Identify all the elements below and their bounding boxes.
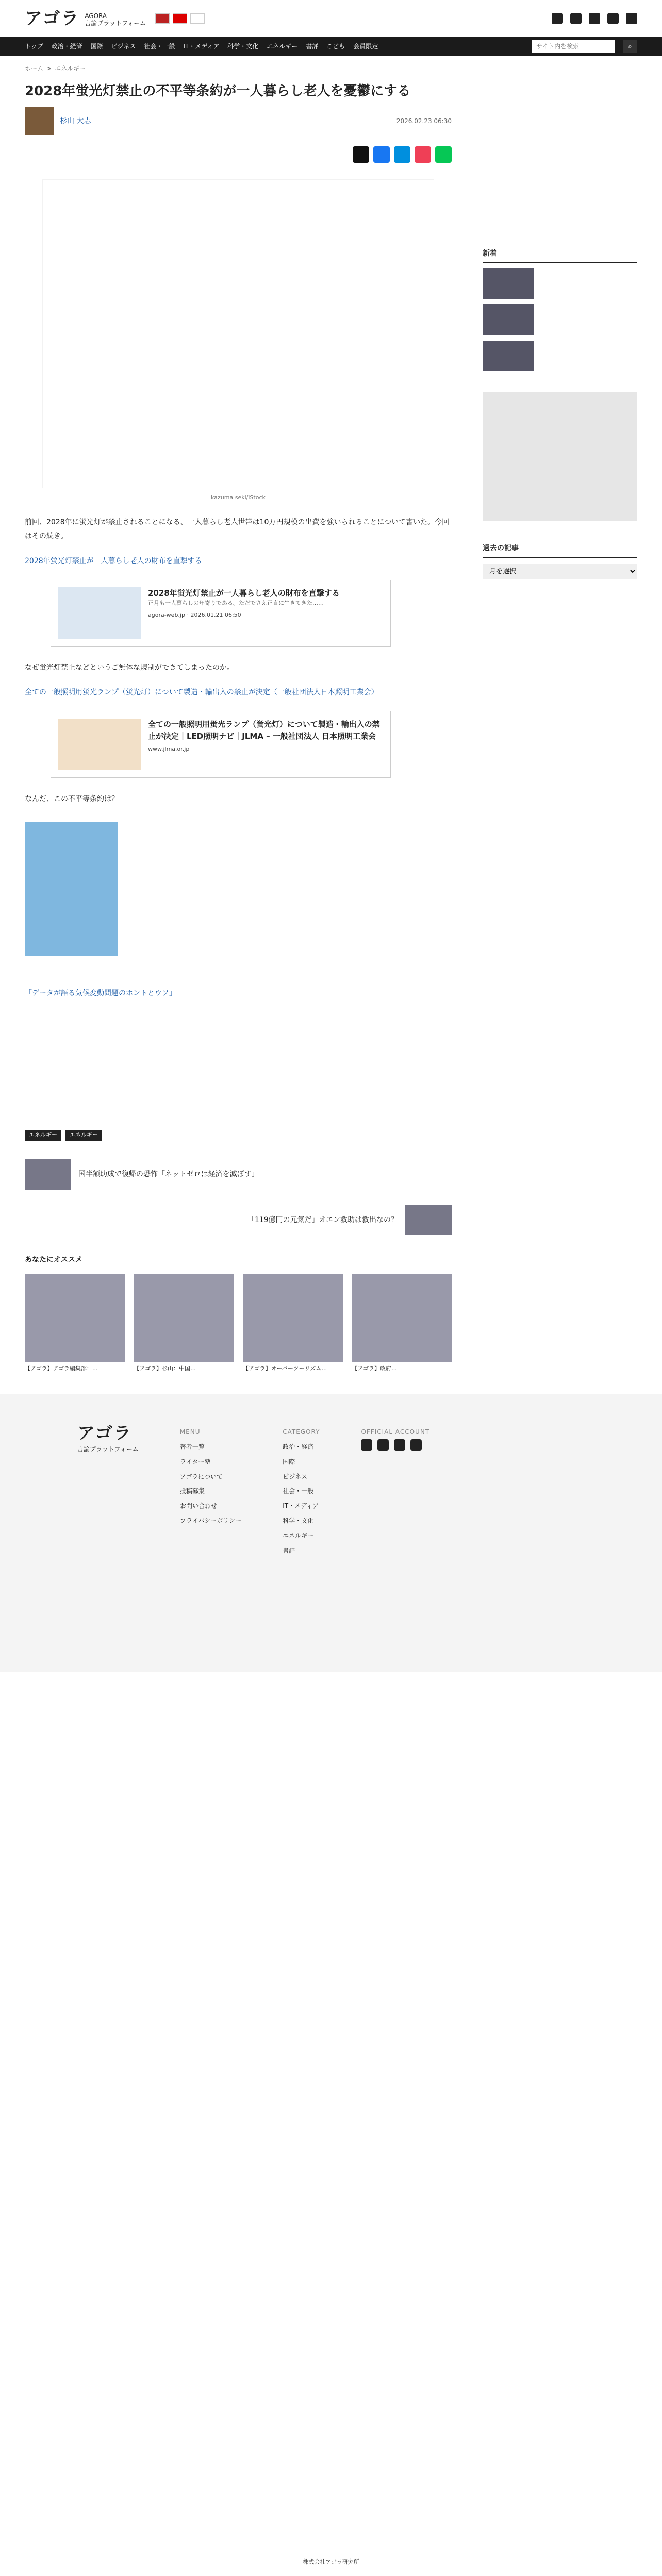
nav-item[interactable]: 科学・文化 — [227, 42, 259, 50]
inline-link[interactable]: 2028年蛍光灯禁止が一人暮らし老人の財布を直撃する — [25, 557, 202, 566]
facebook-icon[interactable] — [589, 13, 600, 24]
recommend-item[interactable] — [243, 1274, 343, 1374]
footer-category-item[interactable]: IT・メディア — [283, 1502, 319, 1510]
article-paragraph: なぜ蛍光灯禁止などというご無体な規制ができてしまったのか。 — [25, 663, 234, 672]
news-widget — [483, 247, 637, 372]
footer-menu-item[interactable]: お問い合わせ — [179, 1502, 217, 1510]
flag-jp-icon[interactable] — [190, 13, 205, 24]
share-buttons — [25, 146, 452, 163]
share-pocket-icon[interactable] — [415, 146, 431, 163]
hero-image — [42, 179, 434, 488]
site-header — [0, 0, 662, 37]
author-avatar[interactable] — [25, 107, 54, 135]
recommend-heading: あなたにオススメ — [25, 1256, 82, 1264]
news-thumbnail — [483, 341, 534, 371]
archive-widget — [483, 541, 637, 579]
book-cover-image[interactable] — [25, 822, 118, 956]
share-line-icon[interactable] — [435, 146, 452, 163]
recommend-title: 【アゴラ】オーバーツーリズム… — [243, 1365, 327, 1372]
share-facebook-icon[interactable] — [373, 146, 390, 163]
inline-link[interactable]: 全ての一般照明用蛍光ランプ（蛍光灯）について製造・輸出入の禁止が決定（一般社団法人日本照明工業会） — [25, 688, 378, 697]
nav-item[interactable]: 社会・一般 — [144, 42, 175, 50]
article-title: 2028年蛍光灯禁止の不平等条約が一人暮らし老人を憂鬱にする — [25, 83, 411, 99]
flag-cn-icon[interactable] — [173, 13, 187, 24]
card-domain: agora-web.jp — [148, 611, 185, 618]
archive-title: 過去の記事 — [483, 541, 637, 558]
card-title: 全ての一般照明用蛍光ランプ（蛍光灯）について製造・輸出入の禁止が決定｜LED照明ナビ｜JLMA – 一般社団法人 日本照明工業会 — [148, 720, 380, 741]
card-description: 正月も一人暮らしの年寄りである。ただでさえ正直に生きてきた…… — [148, 600, 324, 607]
recommend-title: 【アゴラ】杉山：中国… — [134, 1365, 196, 1372]
share-x-icon[interactable] — [353, 146, 369, 163]
footer-logo-sub: 言論プラットフォーム — [77, 1446, 139, 1453]
card-title: 2028年蛍光灯禁止が一人暮らし老人の財布を直撃する — [148, 588, 340, 598]
link-card[interactable] — [51, 711, 391, 778]
nav-item[interactable]: 会員限定 — [353, 42, 378, 50]
tag[interactable]: エネルギー — [65, 1130, 102, 1141]
rss-icon[interactable] — [570, 13, 582, 24]
ad-space — [25, 1011, 452, 1120]
card-thumbnail — [58, 719, 141, 770]
nav-item[interactable]: ビジネス — [111, 42, 136, 50]
site-footer — [0, 1394, 662, 1672]
tag[interactable]: エネルギー — [25, 1130, 61, 1141]
logo-en: AGORA — [85, 12, 107, 20]
article-paragraph: 前回、2028年に蛍光灯が禁止されることになる、一人暮らし老人世帯は10万円規模の出費を強いられることについて書いた。今回はその続き。 — [25, 518, 450, 540]
news-item[interactable] — [483, 304, 637, 335]
link-card[interactable]: 2028年蛍光灯禁止が一人暮らし老人の財布を直撃する 正月も一人暮らしの年寄りである。ただでさえ正直に生きてきた…… agora-web.jp · 2026.01.21 06:50 — [51, 580, 391, 647]
facebook-icon[interactable] — [394, 1439, 405, 1451]
logo-main: アゴラ — [25, 8, 80, 29]
footer-category-item[interactable]: 国際 — [283, 1458, 295, 1465]
footer-menu-item[interactable]: 投稿募集 — [179, 1487, 205, 1495]
archive-select[interactable] — [483, 564, 637, 579]
article-main — [25, 82, 452, 1373]
footer-menu-item[interactable]: ライター塾 — [179, 1458, 211, 1465]
copyright: 株式会社アゴラ研究所 — [303, 2558, 359, 2566]
news-item[interactable] — [483, 341, 637, 371]
footer-official-heading: OFFICIAL ACCOUNT — [361, 1428, 430, 1436]
card-domain: www.jlma.or.jp — [148, 745, 190, 753]
footer-category-item[interactable]: 書評 — [283, 1547, 295, 1554]
language-flags — [155, 13, 205, 24]
card-thumbnail — [58, 587, 141, 639]
news-thumbnail — [483, 268, 534, 299]
rss-icon[interactable] — [377, 1439, 389, 1451]
footer-menu-heading: MENU — [179, 1428, 201, 1436]
nav-item[interactable]: こども — [326, 42, 345, 50]
youtube-icon[interactable] — [410, 1439, 422, 1451]
footer-logo[interactable]: アゴラ — [77, 1423, 133, 1444]
image-caption: kazuma seki/iStock — [211, 494, 266, 501]
sidebar-ad — [483, 392, 637, 521]
next-post[interactable] — [25, 1197, 452, 1243]
recommend-title: 【アゴラ】アゴラ編集部：… — [25, 1365, 98, 1372]
recommend-thumbnail — [134, 1274, 234, 1362]
news-item[interactable] — [483, 268, 637, 299]
nav-item[interactable]: 書評 — [306, 42, 319, 50]
recommend-title: 【アゴラ】政府… — [352, 1365, 397, 1372]
news-widget-title: 新着 — [483, 247, 637, 264]
footer-category-item[interactable]: 科学・文化 — [283, 1517, 314, 1524]
footer-category-item[interactable]: 社会・一般 — [283, 1487, 314, 1495]
author-name[interactable]: 杉山 大志 — [60, 116, 91, 125]
youtube-icon[interactable] — [626, 13, 637, 24]
news-thumbnail — [483, 304, 534, 335]
prev-post[interactable] — [25, 1151, 452, 1197]
tag-list — [25, 1130, 452, 1141]
nav-item[interactable]: エネルギー — [267, 42, 298, 50]
recommend-item[interactable] — [25, 1274, 125, 1374]
next-post-thumbnail — [405, 1205, 452, 1235]
prev-post-thumbnail — [25, 1159, 71, 1190]
instagram-icon[interactable] — [607, 13, 619, 24]
breadcrumb-sep: > — [46, 65, 52, 72]
footer-menu-item[interactable]: 著者一覧 — [179, 1443, 205, 1451]
footer-category-heading: CATEGORY — [283, 1428, 320, 1436]
x-icon[interactable] — [552, 13, 563, 24]
card-date: 2026.01.21 06:50 — [190, 611, 241, 618]
nav-item[interactable]: 政治・経済 — [51, 42, 82, 50]
next-post-title: 「119億円の元気だ」オエン救助は救出なの？ — [247, 1215, 398, 1224]
footer-category-item[interactable]: 政治・経済 — [283, 1443, 314, 1451]
footer-menu-item[interactable]: プライバシーポリシー — [179, 1517, 242, 1524]
article-paragraph: なんだ、この不平等条約は？ — [25, 795, 119, 804]
flag-us-icon[interactable] — [155, 13, 170, 24]
breadcrumb — [0, 56, 662, 82]
site-logo[interactable] — [25, 10, 146, 27]
nav-item[interactable]: 国際 — [90, 42, 103, 50]
recommend-item[interactable] — [134, 1274, 234, 1374]
nav-item[interactable]: トップ — [25, 42, 43, 50]
publish-date: 2026.02.23 06:30 — [396, 117, 452, 125]
global-nav — [0, 37, 662, 56]
recommend-grid — [25, 1274, 452, 1374]
breadcrumb-home[interactable]: ホーム — [25, 65, 44, 72]
breadcrumb-category[interactable]: エネルギー — [55, 65, 86, 72]
footer-menu-item[interactable]: アゴラについて — [179, 1472, 223, 1480]
x-icon[interactable] — [361, 1439, 372, 1451]
footer-category-item[interactable]: エネルギー — [283, 1532, 314, 1539]
book-link[interactable]: 「データが語る気候変動問題のホントとウソ」 — [25, 989, 176, 997]
recommend-thumbnail — [243, 1274, 343, 1362]
recommend-thumbnail — [352, 1274, 452, 1362]
recommend-item[interactable] — [352, 1274, 452, 1374]
nav-item[interactable]: IT・メディア — [183, 42, 220, 50]
recommend-thumbnail — [25, 1274, 125, 1362]
prev-post-title: 国半額助成で復帰の恐怖「ネットゼロは経済を滅ぼす」 — [78, 1170, 259, 1178]
share-hatena-icon[interactable] — [394, 146, 410, 163]
footer-category-item[interactable]: ビジネス — [283, 1472, 307, 1480]
search-input[interactable] — [532, 40, 615, 53]
logo-sub: 言論プラットフォーム — [85, 20, 146, 27]
search-button[interactable]: ⌕ — [623, 40, 637, 53]
sidebar — [483, 82, 637, 1373]
